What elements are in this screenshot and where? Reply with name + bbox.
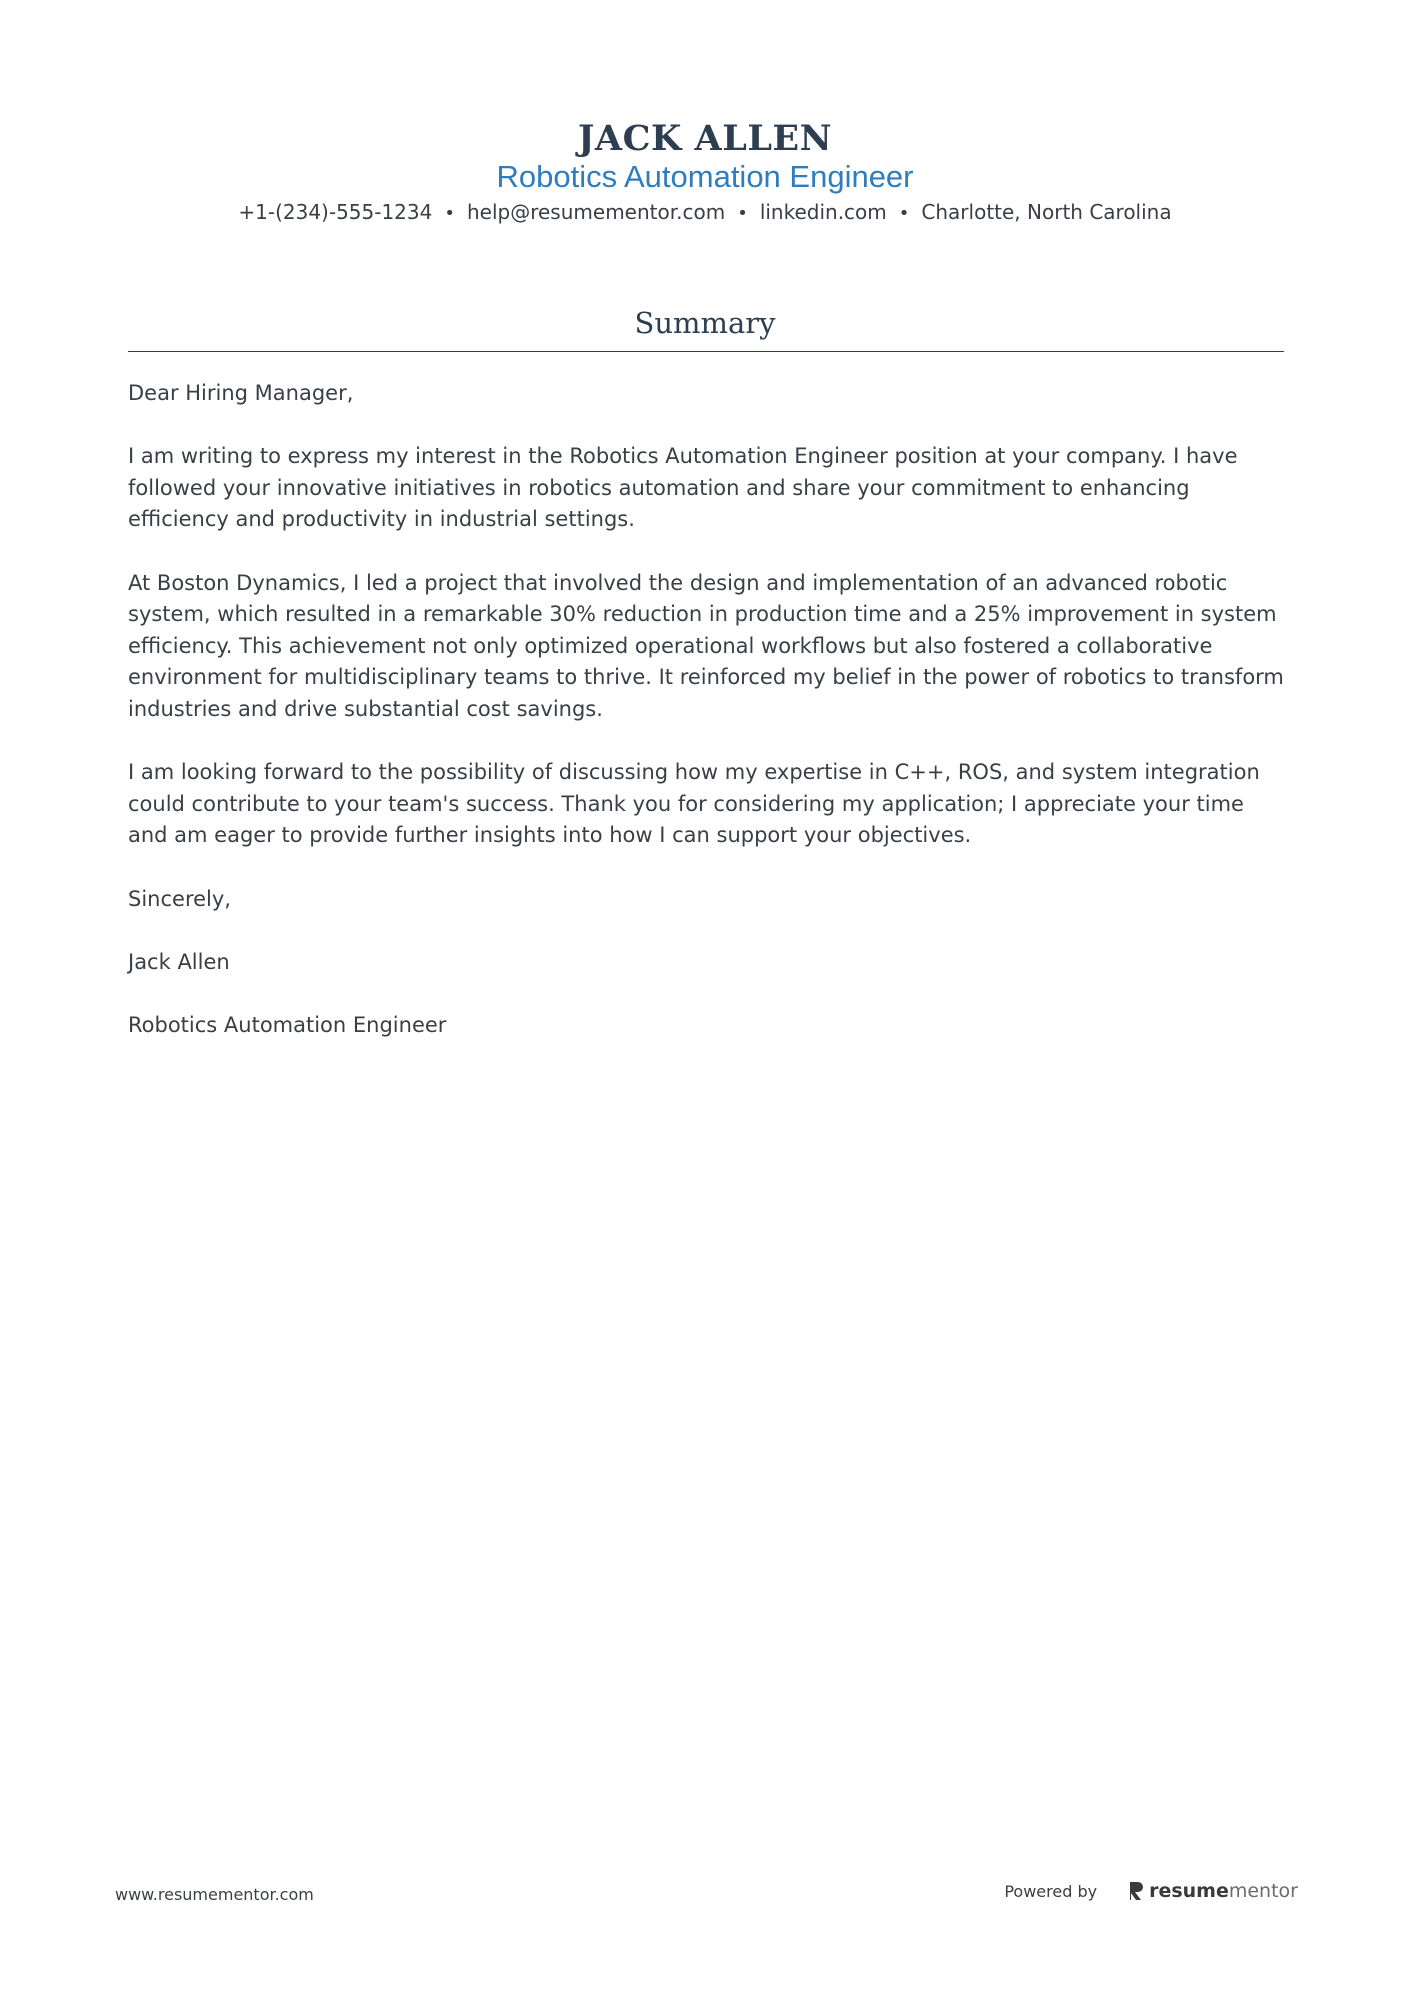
signature-title: Robotics Automation Engineer [128,1012,447,1037]
candidate-role: Robotics Automation Engineer [496,159,914,194]
contact-phone: +1-(234)-555-1234 [238,200,433,224]
footer-branding [1004,1880,1298,1902]
section-title: Summary [634,306,776,340]
resumementor-logo[interactable] [1127,1880,1298,1902]
signature-name: Jack Allen [128,949,230,974]
letter-paragraph: I am looking forward to the possibility of discussing how my expertise in C++, ROS, and system integration could contribute to your team's success. Thank you for considering my application; I appreciate your time and am eager to provide further insights into how I can support your objectives. [128,760,1260,848]
letter-greeting: Dear Hiring Manager, [128,381,354,405]
powered-by-label: Powered by [1004,1881,1098,1901]
contact-separator: • [737,203,748,224]
logo-text-bold: resume [1149,1880,1229,1902]
contact-line [0,198,1410,228]
resumementor-logo-icon [1127,1880,1145,1902]
letter-body [128,378,1288,1073]
resume-header [0,118,1410,228]
footer-website[interactable]: www.resumementor.com [115,1885,314,1904]
contact-separator: • [898,203,910,224]
contact-email[interactable]: help@resumementor.com [466,200,726,224]
contact-location: Charlotte, North Carolina [921,200,1172,224]
letter-paragraph: I am writing to express my interest in the Robotics Automation Engineer position at your company. I have followed your innovative initiatives in robotics automation and share your commitment to enhancing efficiency and productivity in industrial settings. [128,444,1238,532]
section-divider [128,351,1284,352]
letter-closing: Sincerely, [128,886,231,911]
logo-text-light: mentor [1228,1880,1298,1902]
contact-separator: • [444,203,455,224]
contact-linkedin[interactable]: linkedin.com [759,200,887,224]
letter-paragraph: At Boston Dynamics, I led a project that involved the design and implementation of an advanced robotic system, which resulted in a remarkable 30% reduction in production time and a 25% improvement in system efficiency. This achievement not only optimized operational workflows but also fostered a collaborative environment for multidisciplinary teams to thrive. It reinforced my belief in the power of robotics to transform industries and drive substantial cost savings. [128,570,1284,721]
candidate-name: JACK ALLEN [577,118,833,159]
